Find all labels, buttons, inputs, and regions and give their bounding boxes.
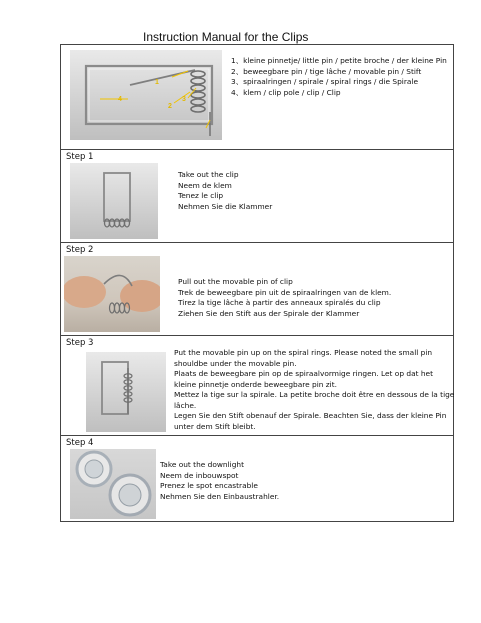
clip-overview-photo bbox=[70, 50, 222, 140]
step-2-line: Tirez la tige lâche à partir des anneaux spiralés du clip bbox=[178, 298, 381, 307]
step-4-line: Prenez le spot encastrable bbox=[160, 481, 258, 490]
step-4-label: Step 4 bbox=[66, 438, 94, 448]
callout-2: 2 bbox=[168, 103, 172, 110]
parts-legend bbox=[231, 56, 447, 98]
step-3-line: unter dem Stift bleibt. bbox=[174, 421, 256, 431]
step-3-line: Plaats de beweegbare pin op de spiraalvormige ringen. Let op dat het bbox=[174, 369, 433, 378]
step-1-line: Take out the clip bbox=[178, 170, 239, 179]
step-1-line: Tenez le clip bbox=[178, 191, 224, 200]
step-3-label: Step 3 bbox=[66, 338, 94, 348]
row-divider-4 bbox=[60, 435, 454, 436]
step-2-line: Pull out the movable pin of clip bbox=[178, 277, 293, 286]
step-2-photo bbox=[64, 256, 160, 332]
step-4-line: Take out the downlight bbox=[160, 460, 244, 469]
step-3-line: Legen Sie den Stift obenauf der Spirale. Beachten Sie, dass der kleine Pin bbox=[174, 411, 447, 420]
step-1-line: Neem de klem bbox=[178, 180, 232, 190]
legend-item: 4、klem / clip pole / clip / Clip bbox=[231, 87, 341, 97]
step-3-line: Mettez la tige sur la spirale. La petite broche doit être en dessous de la tige bbox=[174, 390, 455, 399]
step-3-line: Put the movable pin up on the spiral rings. Please noted the small pin bbox=[174, 348, 433, 357]
step-3-text bbox=[174, 348, 454, 432]
callout-4: 4 bbox=[118, 96, 122, 103]
legend-item: 3、spiraalringen / spirale / spiral rings / die Spirale bbox=[231, 77, 418, 86]
legend-item: 2、beweegbare pin / tige lâche / movable pin / Stift bbox=[231, 66, 422, 76]
step-2-line: Ziehen Sie den Stift aus der Spirale der Klammer bbox=[178, 308, 360, 318]
step-3-line: lâche. bbox=[174, 400, 197, 410]
step-3-line: shouldbe under the movable pin. bbox=[174, 358, 297, 368]
step-4-text bbox=[160, 460, 279, 502]
step-2-line: Trek de beweegbare pin uit de spiraalringen van de klem. bbox=[178, 287, 392, 297]
step-1-label: Step 1 bbox=[66, 152, 94, 162]
step-3-photo bbox=[86, 352, 166, 432]
row-divider-2 bbox=[60, 242, 454, 243]
callout-3: 3 bbox=[182, 96, 186, 103]
step-4-line: Nehmen Sie den Einbaustrahler. bbox=[160, 491, 280, 501]
legend-item: 1、kleine pinnetje/ little pin / petite broche / der kleine Pin bbox=[231, 56, 447, 65]
document-title: Instruction Manual for the Clips bbox=[143, 30, 309, 44]
step-1-photo bbox=[70, 163, 158, 239]
row-divider-3 bbox=[60, 335, 454, 336]
callout-1: 1 bbox=[155, 79, 159, 86]
step-2-label: Step 2 bbox=[66, 245, 94, 255]
step-1-line: Nehmen Sie die Klammer bbox=[178, 201, 273, 211]
step-2-text bbox=[178, 277, 391, 319]
step-4-photo bbox=[70, 449, 156, 519]
row-divider-1 bbox=[60, 149, 454, 150]
step-4-line: Neem de inbouwspot bbox=[160, 470, 239, 480]
step-3-line: kleine pinnetje onderde beweegbare pin zit. bbox=[174, 379, 337, 389]
step-1-text bbox=[178, 170, 272, 212]
